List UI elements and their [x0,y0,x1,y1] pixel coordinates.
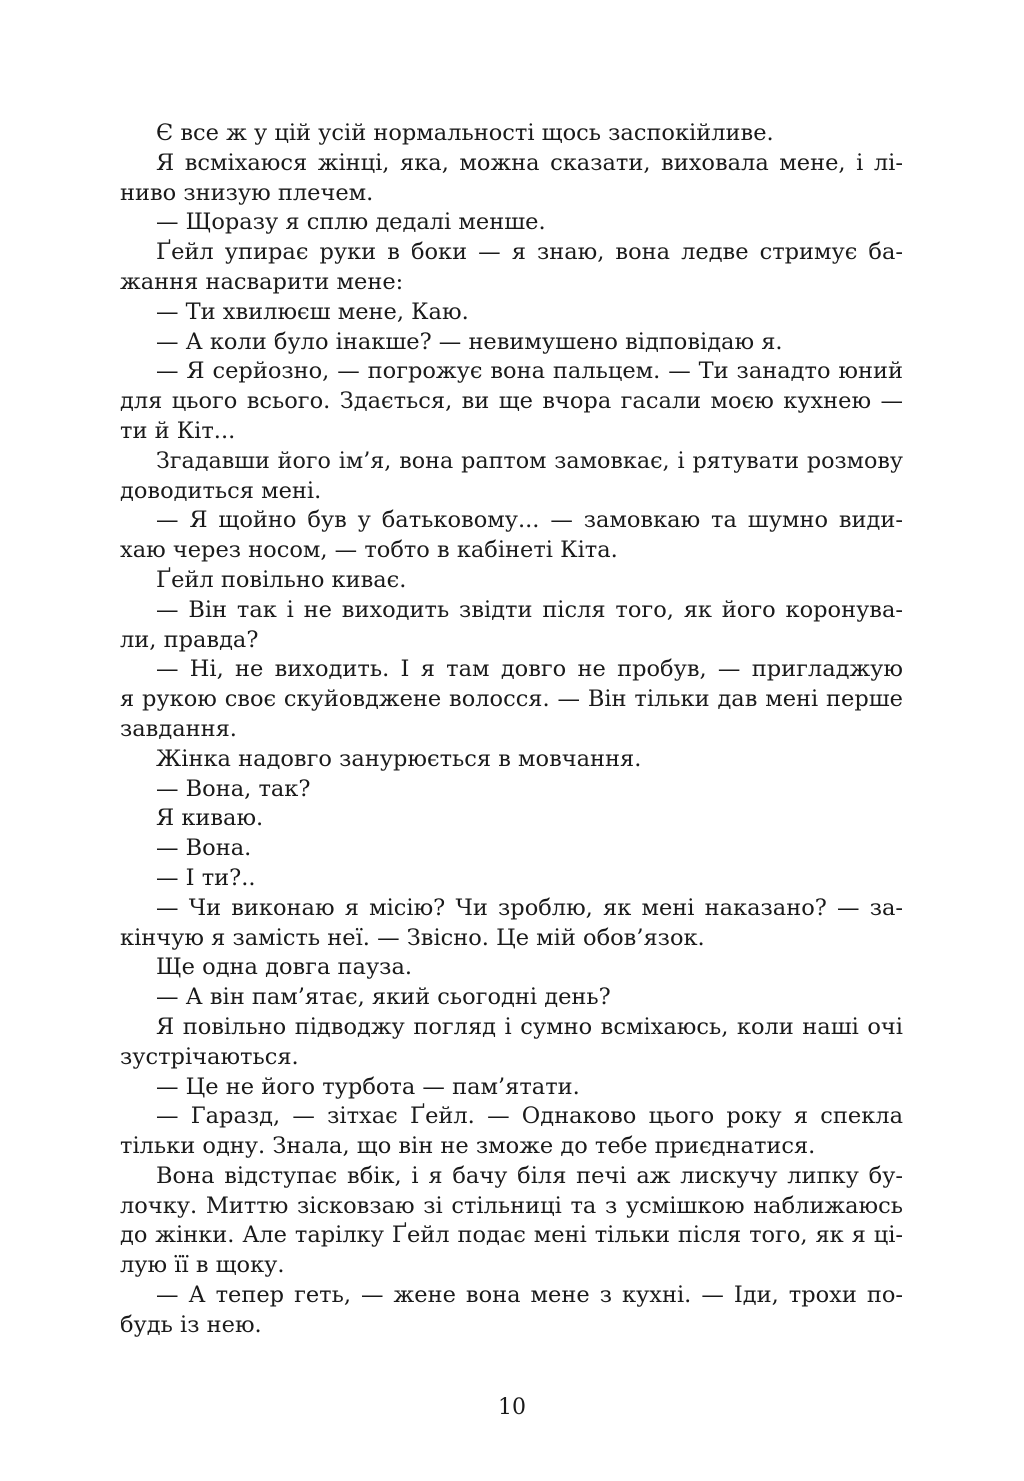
page-number: 10 [498,1395,526,1420]
text-line: — Вона. [156,835,252,862]
text-line: Є все ж у цій усій нормальності щось заспокійливе. [156,120,774,146]
text-line: кінчую я замість неї. — Звісно. Це мій обов’язок. [120,924,705,951]
text-line: тільки одну. Знала, що він не зможе до тебе приєднатися. [120,1133,816,1160]
text-line: Я киваю. [156,805,264,832]
text-line: — І ти?.. [156,864,256,891]
text-line: — Гаразд, — зітхає Ґейл. — Однаково цього року я спекла [156,1103,903,1130]
text-line: Згадавши його ім’я, вона раптом замовкає, і рятувати розмову [156,447,903,474]
text-line: — Я серйозно, — погрожує вона пальцем. — Ти занадто юний [156,358,903,385]
text-line: лочку. Миттю зісковзаю зі стільниці та з усмішкою наближаюсь [120,1192,903,1219]
text-line: будь із нею. [120,1311,262,1338]
text-line: — А тепер геть, — жене вона мене з кухні. — Іди, трохи по- [156,1282,903,1309]
text-line: зустрічаються. [120,1043,299,1070]
text-line: — Ні, не виходить. І я там довго не пробув, — пригладжую [156,656,903,683]
text-line: — Він так і не виходить звідти після того, як його коронува- [156,596,903,623]
text-line: — А коли було інакше? — невимушено відповідаю я. [156,328,783,355]
body-text [120,119,903,1341]
text-line: — Вона, так? [156,775,311,802]
text-line: — Ти хвилюєш мене, Каю. [156,298,469,325]
text-line: до жінки. Але тарілку Ґейл подає мені тільки після того, як я ці- [120,1222,903,1249]
text-line: — А він пам’ятає, який сьогодні день? [156,984,611,1011]
text-line: Ще одна довга пауза. [156,954,413,981]
text-line: Я повільно підводжу погляд і сумно всміхаюсь, коли наші очі [156,1013,903,1040]
text-line: для цього всього. Здається, ви ще вчора гасали моєю кухнею — [120,388,903,415]
text-line: хаю через носом, — тобто в кабінеті Кіта. [120,537,618,564]
text-line: доводиться мені. [120,477,322,504]
text-line: — Я щойно був у батьковому... — замовкаю та шумно види- [156,507,903,534]
text-line: Ґейл упирає руки в боки — я знаю, вона ледве стримує ба- [156,239,903,266]
text-line: лую її в щоку. [120,1252,285,1279]
text-line: ти й Кіт... [120,417,236,444]
text-line: Я всміхаюся жінці, яка, можна сказати, виховала мене, і лі- [156,149,903,176]
text-line: Ґейл повільно киває. [156,566,407,593]
text-line: завдання. [120,715,237,742]
text-line: ниво знизую плечем. [120,179,374,206]
text-line: ли, правда? [120,626,259,653]
text-line: Вона відступає вбік, і я бачу біля печі аж лискучу липку бу- [156,1162,903,1189]
text-line: я рукою своє скуйовджене волосся. — Він тільки дав мені перше [120,686,903,713]
text-line: — Це не його турбота — пам’ятати. [156,1073,580,1100]
text-line: — Чи виконаю я місію? Чи зроблю, як мені наказано? — за- [156,894,903,921]
text-line: жання насварити мене: [120,268,404,295]
text-line: Жінка надовго занурюється в мовчання. [156,745,642,772]
text-line: — Щоразу я сплю дедалі менше. [156,209,546,236]
